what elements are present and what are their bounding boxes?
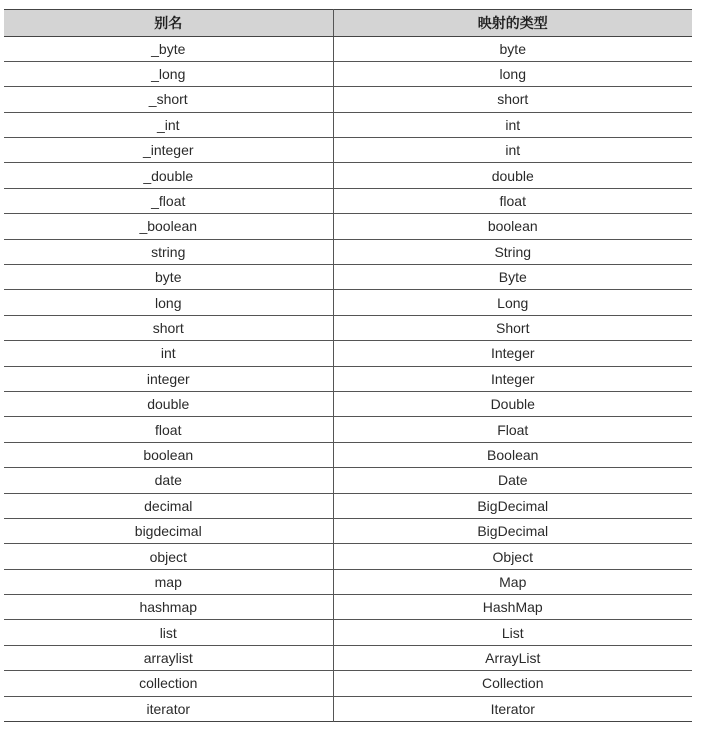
alias-cell: iterator [146,700,191,717]
alias-cell: map [4,569,333,594]
table-row [4,671,692,696]
table-row [4,468,692,493]
alias-column-header: 别名 [4,10,333,37]
table-row [4,595,692,620]
mapped-type-cell: Collection [333,671,692,696]
table-row [4,442,692,467]
table-row [4,36,692,61]
mapped-type-cell: Byte [333,265,692,290]
table-row [4,620,692,645]
table-row [4,138,692,163]
mapped-type-cell: float [333,188,692,213]
mapped-type-cell: Iterator [333,696,692,721]
mapped-type-cell: Map [333,569,692,594]
table-row [4,518,692,543]
table-row [4,214,692,239]
mapped-type-cell: HashMap [333,595,692,620]
mapped-type-cell: byte [333,36,692,61]
table-row [4,87,692,112]
mapped-type-cell: double [333,163,692,188]
table-row [4,112,692,137]
alias-cell: list [4,620,333,645]
alias-cell: decimal [4,493,333,518]
mapped-type-cell: Date [333,468,692,493]
table-row [4,696,692,721]
alias-type-mapping-table [4,9,692,722]
mapped-type-cell: Float [333,417,692,442]
mapped-type-cell: Object [333,544,692,569]
alias-cell: _short [4,87,333,112]
mapped-type-cell: ArrayList [333,645,692,670]
table-row [4,366,692,391]
alias-cell: object [4,544,333,569]
alias-cell: collection [4,671,333,696]
alias-cell: _float [4,188,333,213]
table-row [4,493,692,518]
mapped-type-cell: BigDecimal [333,493,692,518]
table-row [4,290,692,315]
table-row [4,341,692,366]
alias-cell: string [4,239,333,264]
mapped-type-cell: Boolean [333,442,692,467]
alias-cell: _integer [4,138,333,163]
alias-cell: int [4,341,333,366]
alias-cell: _byte [4,36,333,61]
alias-cell: _int [4,112,333,137]
table-row [4,645,692,670]
table-row [4,544,692,569]
header-row [4,10,692,37]
mapped-type-cell: Integer [333,366,692,391]
mapped-type-cell: Short [333,315,692,340]
mapped-type-cell: Integer [333,341,692,366]
alias-cell: _double [4,163,333,188]
mapped-type-cell: Long [333,290,692,315]
alias-cell: float [4,417,333,442]
alias-cell: _boolean [4,214,333,239]
mapped-type-cell: long [333,61,692,86]
alias-cell: hashmap [4,595,333,620]
alias-cell: short [4,315,333,340]
mapped-type-cell: short [333,87,692,112]
mapped-type-cell: List [333,620,692,645]
alias-cell: _long [4,61,333,86]
table-row [4,188,692,213]
mapped-type-cell: int [333,112,692,137]
alias-cell: boolean [4,442,333,467]
mapped-type-cell: String [333,239,692,264]
table-row [4,61,692,86]
table-row [4,265,692,290]
table-body [4,36,692,722]
table-header [4,10,692,37]
mapped-type-column-header: 映射的类型 [333,10,692,37]
alias-cell: byte [4,265,333,290]
table-row [4,163,692,188]
alias-cell: long [4,290,333,315]
mapped-type-cell: Double [333,391,692,416]
table-row [4,391,692,416]
alias-cell: date [4,468,333,493]
mapped-type-cell: BigDecimal [333,518,692,543]
alias-cell: bigdecimal [4,518,333,543]
table-row [4,315,692,340]
alias-cell: arraylist [4,645,333,670]
table-row [4,569,692,594]
mapped-type-cell: boolean [333,214,692,239]
alias-cell: integer [4,366,333,391]
mapped-type-cell: int [333,138,692,163]
alias-cell: double [4,391,333,416]
table-row [4,239,692,264]
table-row [4,417,692,442]
